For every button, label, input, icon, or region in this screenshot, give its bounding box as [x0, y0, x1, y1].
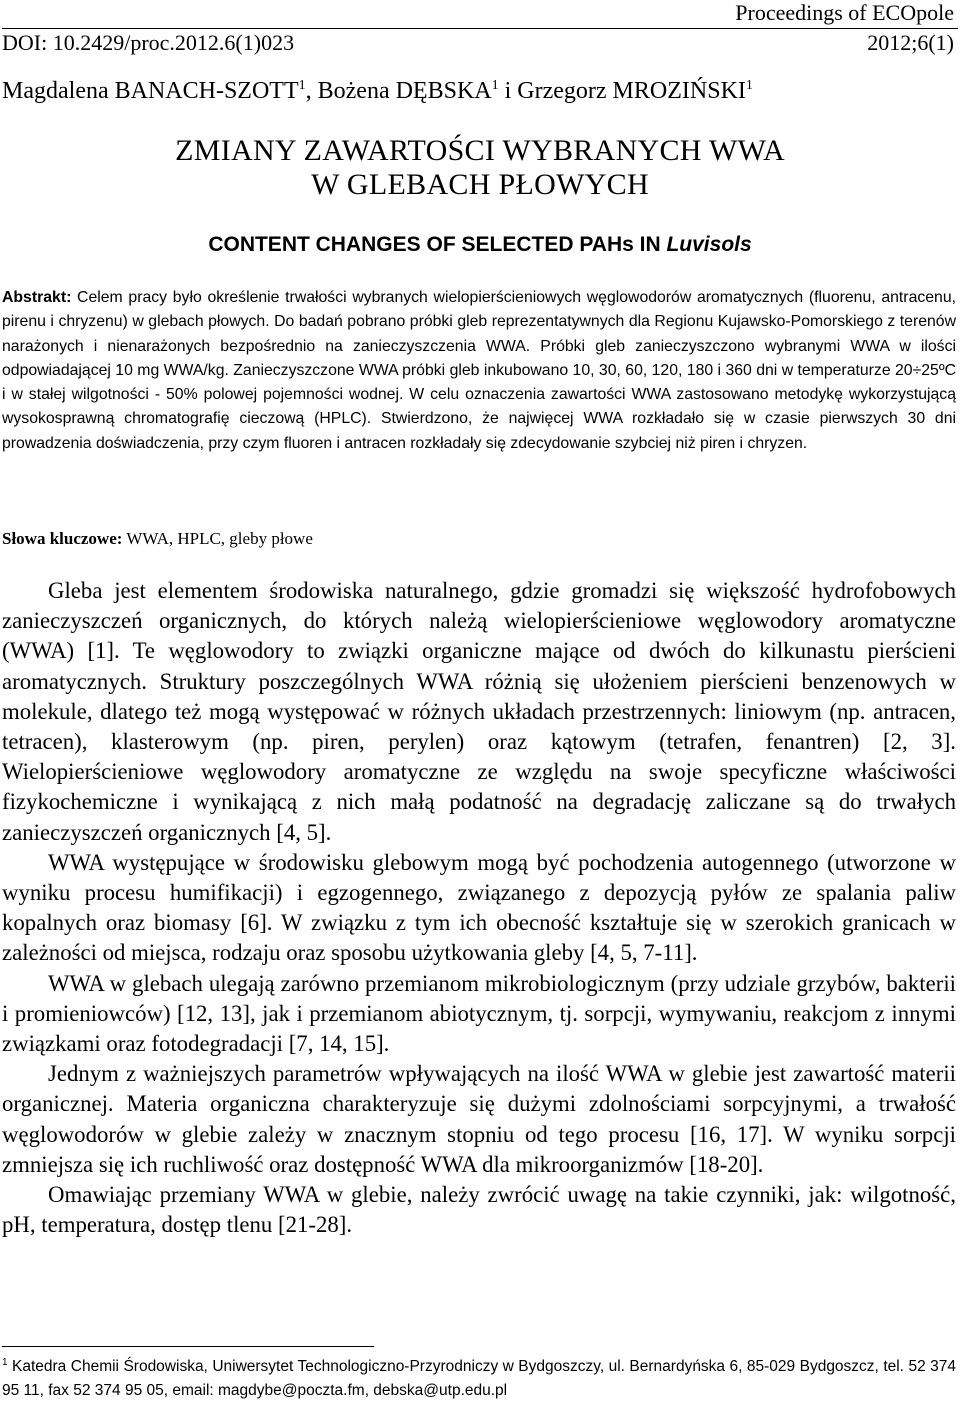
keywords-text: WWA, HPLC, gleby płowe: [122, 529, 313, 548]
author-list: [2, 76, 753, 106]
abstract-text: Celem pracy było określenie trwałości wybranych wielopierścieniowych węglowodorów aromatycznych (fluorenu, antracenu, pirenu i chryzenu) w glebach płowych. Do badań pobrano próbki gleb reprezentatywnych dla Regionu Kujawsko-Pomorskiego z terenów narażonych i nienarażonych bezpośrednio na zanieczyszczenia WWA. Próbki gleb zanieczyszczono wybranymi WWA w ilości odpowiadającej 10 mg WWA/kg. Zanieczyszczone WWA próbki gleb inkubowano 10, 30, 60, 120, 180 i 360 dni w temperaturze 20÷25ºC i w stałej wilgotności - 50% polowej pojemności wodnej. W celu oznaczenia zawartości WWA zastosowano metodykę wykorzystującą wysokosprawną chromatografię cieczową (HPLC). Stwierdzono, że najwięcej WWA rozkładało się w czasie pierwszych 30 dni prowadzenia doświadczenia, przy czym fluoren i antracen rozkładały się zdecydowanie szybciej niż piren i chryzen.: [2, 289, 956, 452]
author-affiliation-mark: 1: [491, 78, 499, 93]
author-affiliation-mark: 1: [298, 78, 306, 93]
body-paragraph: Omawiając przemiany WWA w glebie, należy zwrócić uwagę na takie czynniki, jak: wilgotność, pH, temperatura, dostęp tlenu [21-28].: [2, 1182, 956, 1238]
body-paragraph: Jednym z ważniejszych parametrów wpływających na ilość WWA w glebie jest zawartość materii organicznej. Materia organiczna charakteryzuje się dużymi zdolnościami sorpcyjnymi, a trwałość węglowodorów w glebie zależy w znacznym stopniu od tego procesu [16, 17]. W wyniku sorpcji zmniejsza się ich ruchliwość oraz dostępność WWA dla mikroorganizmów [18-20].: [2, 1061, 956, 1177]
footnote: [2, 1355, 956, 1403]
body-text: [2, 576, 956, 1240]
abstract-label: Abstrakt:: [2, 289, 72, 306]
footnote-mark: 1: [2, 1357, 8, 1368]
author-name: Grzegorz MROZIŃSKI: [517, 78, 746, 104]
title-line: ZMIANY ZAWARTOŚCI WYBRANYCH WWA: [175, 134, 785, 167]
body-paragraph: WWA w glebach ulegają zarówno przemianom mikrobiologicznym (przy udziale grzybów, bakterii i promieniowców) [12, 13], jak i przemianom abiotycznym, tj. sorpcji, wymywaniu, reakcjom z innymi związkami oraz fotodegradacji [7, 14, 15].: [2, 970, 956, 1057]
title-en-italic: Luvisols: [666, 233, 752, 256]
keywords: [2, 527, 313, 551]
footnote-rule: [2, 1346, 374, 1347]
keywords-label: Słowa kluczowe:: [2, 529, 123, 548]
doi: DOI: 10.2429/proc.2012.6(1)023: [2, 30, 295, 55]
author-affiliation-mark: 1: [745, 78, 753, 93]
issue-year: 2012;6(1): [867, 30, 954, 55]
paper-title-polish: [0, 134, 960, 202]
author-name: Bożena DĘBSKA: [317, 78, 492, 104]
title-en-text: CONTENT CHANGES OF SELECTED PAHs IN: [208, 233, 667, 256]
body-paragraph: WWA występujące w środowisku glebowym mogą być pochodzenia autogennego (utworzone w wyniku procesu humifikacji) i egzogennego, związanego z depozycją pyłów ze spalania paliw kopalnych oraz biomasy [6]. W związku z tym ich obecność kształtuje się w szerokich granicach w zależności od miejsca, rodzaju oraz sposobu użytkowania gleby [4, 5, 7-11].: [2, 849, 956, 966]
author-separator: ,: [305, 78, 318, 104]
body-paragraph: Gleba jest elementem środowiska naturalnego, gdzie gromadzi się większość hydrofobowych zanieczyszczeń organicznych, do których należą wielopierścieniowe węglowodory aromatyczne (WWA) [1]. Te węglowodory to związki organiczne mające od dwóch do kilkunastu pierścieni aromatycznych. Struktury poszczególnych WWA różnią się ułożeniem pierścieni benzenowych w molekule, dlatego też mogą występować w różnych układach przestrzennych: liniowym (np. antracen, tetracen), klasterowym (np. piren, perylen) oraz kątowym (tetrafen, fenantren) [2, 3]. Wielopierścieniowe węglowodory aromatyczne ze względu na swoje specyficzne właściwości fizykochemiczne i wynikającą z nich małą podatność na degradację zaliczane są do trwałych zanieczyszczeń organicznych [4, 5].: [2, 578, 956, 845]
footnote-text: Katedra Chemii Środowiska, Uniwersytet Technologiczno-Przyrodniczy w Bydgoszczy, ul. Bernardyńska 6, 85-029 Bydgoszcz, tel. 52 374 95 11, fax 52 374 95 05, email: magdybe@poczta.fm, debska@utp.edu.pl: [2, 1358, 956, 1399]
journal-name: Proceedings of ECOpole: [735, 0, 954, 25]
author-separator: i: [498, 78, 518, 104]
abstract: [2, 286, 956, 456]
title-line: W GLEBACH PŁOWYCH: [311, 168, 649, 201]
author-name: Magdalena BANACH-SZOTT: [2, 78, 299, 104]
paper-title-english: [0, 232, 960, 258]
